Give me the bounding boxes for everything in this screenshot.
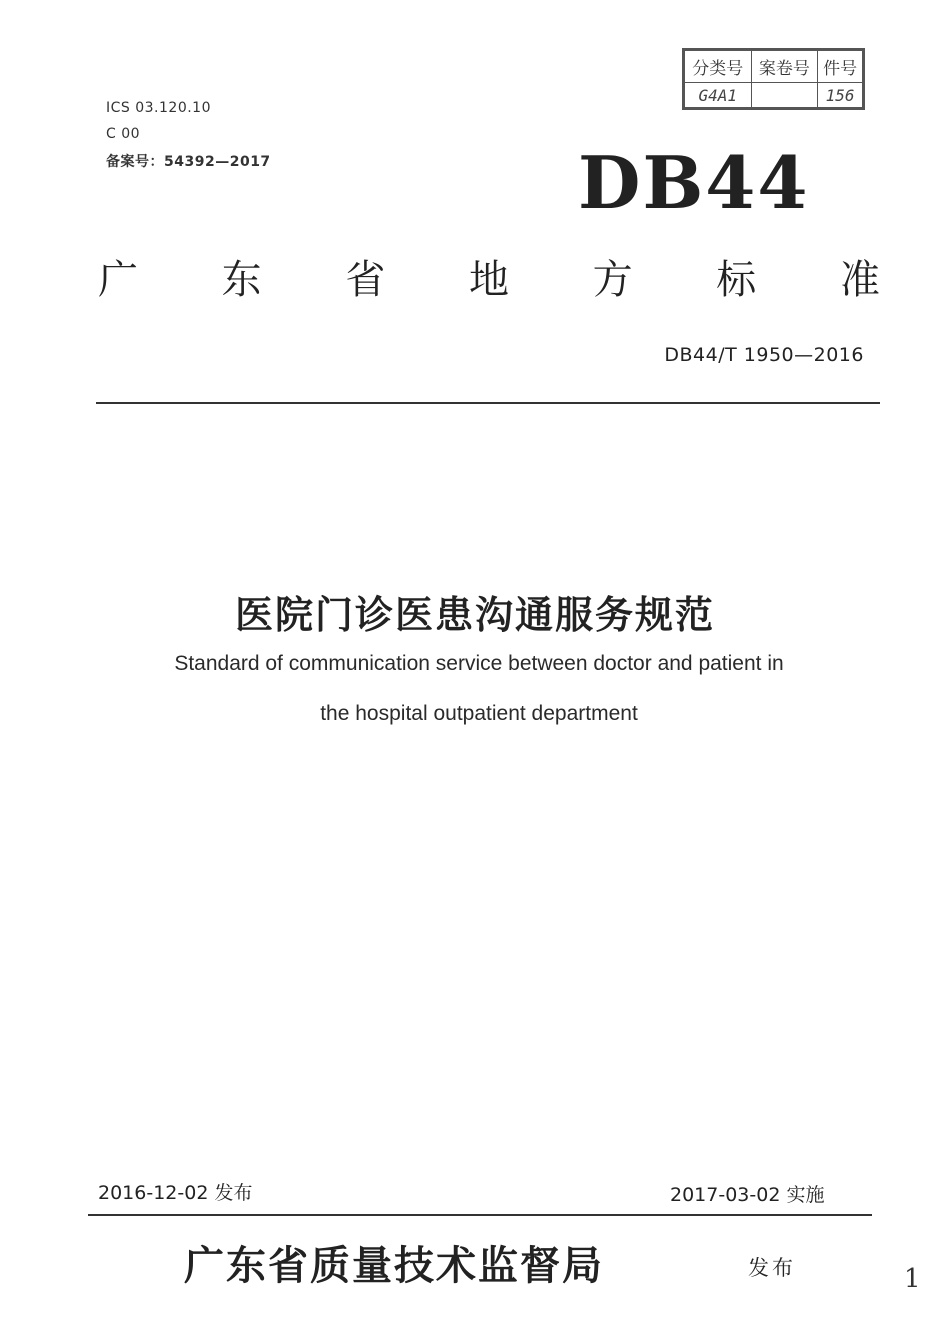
record-number: 备案号：54392—2017 bbox=[106, 154, 271, 170]
standard-code: DB44/T 1950—2016 bbox=[664, 344, 864, 366]
issue-label: 发布 bbox=[748, 1256, 796, 1280]
stamp-header-category: 分类号 bbox=[685, 51, 752, 83]
stamp-value-item: 156 bbox=[818, 83, 863, 108]
standard-type-char: 方 bbox=[592, 257, 633, 303]
standard-mark: DB44 bbox=[578, 140, 810, 225]
standard-type-char: 标 bbox=[716, 257, 757, 303]
archive-stamp-box bbox=[682, 48, 865, 110]
document-title-cn: 医院门诊医患沟通服务规范 bbox=[234, 593, 715, 637]
ics-code: ICS 03.120.10 bbox=[106, 100, 211, 116]
archive-stamp-table bbox=[684, 50, 863, 108]
standard-type-char: 东 bbox=[221, 257, 262, 303]
standard-type-heading bbox=[98, 248, 880, 305]
header-divider bbox=[96, 402, 880, 404]
document-title-en-line2: the hospital outpatient department bbox=[320, 702, 638, 725]
document-title-en-line1: Standard of communication service between doctor and patient in bbox=[174, 652, 784, 675]
publish-date: 2016-12-02 发布 bbox=[98, 1182, 253, 1204]
standard-type-char: 地 bbox=[468, 257, 509, 303]
standard-type-char: 广 bbox=[98, 257, 138, 303]
footer-divider bbox=[88, 1214, 872, 1216]
stamp-header-item: 件号 bbox=[818, 51, 863, 83]
standard-type-char: 省 bbox=[345, 257, 386, 303]
page-number: 1 bbox=[904, 1264, 921, 1294]
standard-type-char: 准 bbox=[839, 257, 880, 303]
issuing-authority: 广东省质量技术监督局 bbox=[184, 1242, 604, 1289]
implement-date: 2017-03-02 实施 bbox=[670, 1184, 825, 1206]
ccs-code: C 00 bbox=[106, 126, 141, 142]
stamp-header-file: 案卷号 bbox=[751, 51, 818, 83]
stamp-value-file bbox=[751, 83, 818, 108]
stamp-value-category: G4A1 bbox=[685, 83, 752, 108]
